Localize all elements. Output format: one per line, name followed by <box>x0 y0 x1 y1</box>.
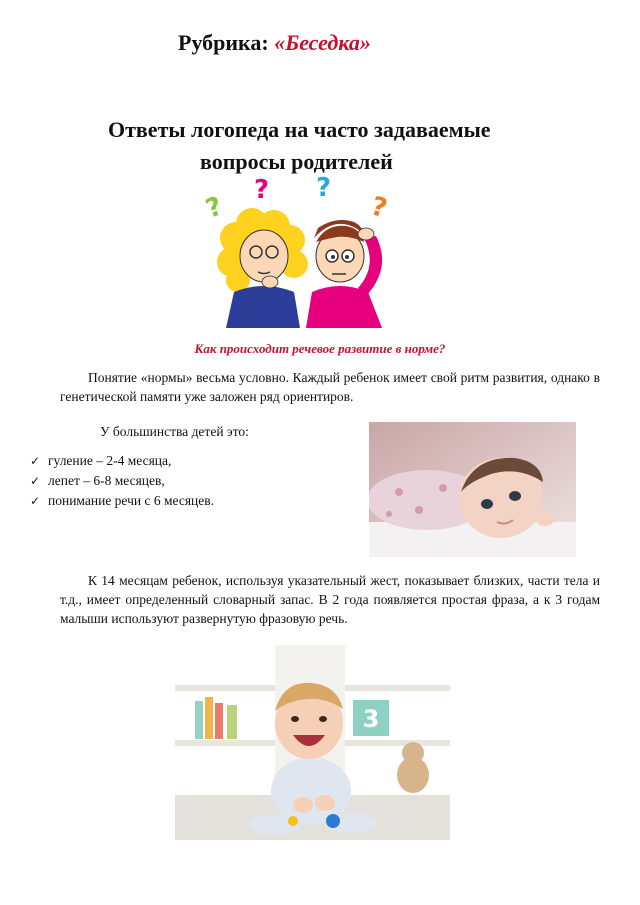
svg-text:?: ? <box>367 191 391 225</box>
check-icon: ✓ <box>30 454 41 468</box>
rubric-label: Рубрика: <box>178 30 269 55</box>
page-title <box>60 114 600 178</box>
paragraph-milestones: К 14 месяцам ребенок, используя указательный жест, показывает близких, части тела и т.д., имеет определенный словарный запас. В 2 года появляется простая фраза, а к 3 годам малыши используют развернутую фразовую речь. <box>60 573 600 626</box>
svg-text:3: 3 <box>362 705 380 733</box>
check-icon: ✓ <box>30 494 41 508</box>
list-item-text: лепет – 6-8 месяцев, <box>48 473 165 488</box>
laughing-toddler-photo <box>175 645 450 840</box>
list-item-text: понимание речи с 6 месяцев. <box>48 493 215 508</box>
svg-text:?: ? <box>316 176 332 203</box>
list-item <box>30 491 214 511</box>
check-icon: ✓ <box>30 474 41 488</box>
page-title-line-1: Ответы логопеда на часто задаваемые <box>108 117 491 142</box>
svg-text:?: ? <box>254 176 270 205</box>
list-item <box>30 451 214 471</box>
page-title-line-2: вопросы родителей <box>200 149 393 174</box>
list-item <box>30 471 214 491</box>
paragraph-norm: Понятие «нормы» весьма условно. Каждый ребенок имеет свой ритм развития, однако в генетической памяти уже заложен ряд ориентиров. <box>60 370 600 404</box>
confused-parents-illustration <box>196 176 416 328</box>
rubric-heading <box>178 30 371 56</box>
rubric-name: «Беседка» <box>274 30 371 55</box>
section-question-heading: Как происходит речевое развитие в норме? <box>194 341 446 356</box>
svg-text:?: ? <box>202 191 227 225</box>
milestone-list <box>30 451 214 511</box>
lying-baby-photo <box>369 422 576 557</box>
list-intro: У большинства детей это: <box>100 424 249 439</box>
list-item-text: гуление – 2-4 месяца, <box>48 453 172 468</box>
